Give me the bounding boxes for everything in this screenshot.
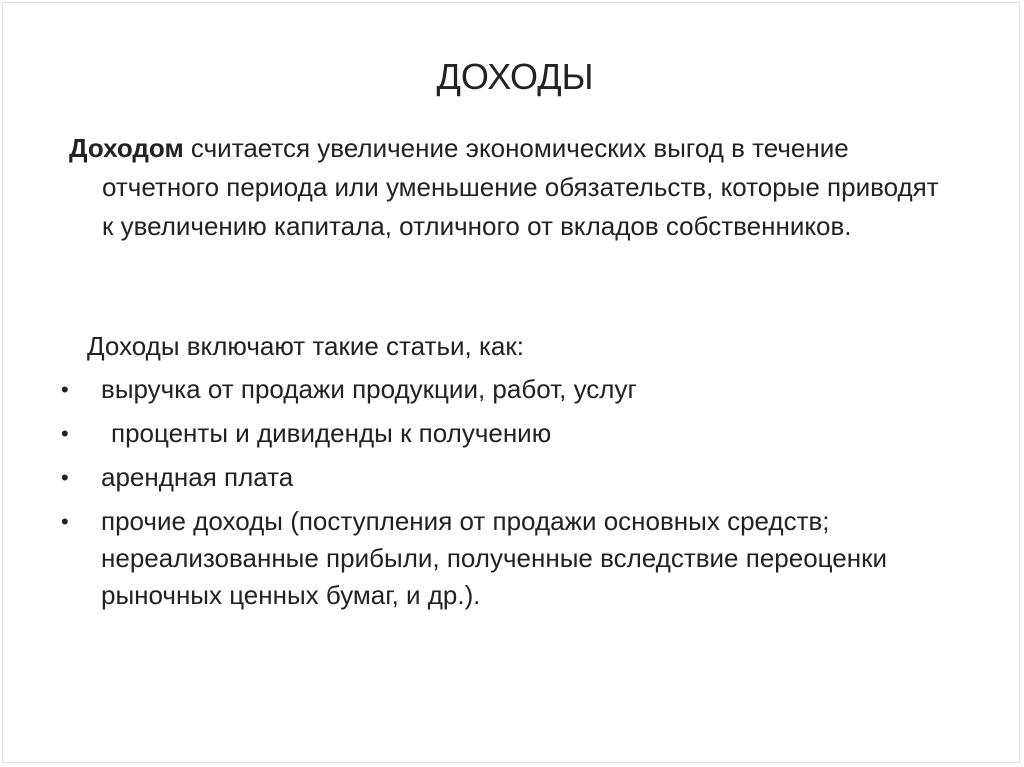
definition-body: считается увеличение экономических выгод в течение отчетного периода или уменьшение обязательств, которые приводят к увеличению капитала, отличного от вкладов собственников.	[102, 133, 939, 241]
list-item	[59, 459, 959, 496]
list-item-text: прочие доходы (поступления от продажи основных средств; нереализованные прибыли, полученные вследствие переоценки рыночных ценных бумаг, и др.).	[101, 506, 887, 610]
bullet-icon: •	[61, 421, 69, 446]
bullet-icon: •	[61, 465, 69, 490]
definition-text	[69, 129, 949, 246]
bullet-icon: •	[61, 509, 69, 534]
list-item	[59, 415, 959, 452]
definition-paragraph	[69, 129, 949, 246]
definition-term: Доходом	[69, 133, 184, 163]
list-item-text: проценты и дивиденды к получению	[111, 418, 552, 448]
slide	[2, 2, 1020, 763]
items-intro: Доходы включают такие статьи, как:	[87, 331, 524, 361]
slide-title: ДОХОДЫ	[436, 56, 594, 97]
list-item-text: арендная плата	[101, 462, 294, 492]
income-items-list	[59, 371, 959, 621]
bullet-icon: •	[61, 377, 69, 402]
list-item	[59, 503, 959, 614]
list-item	[59, 371, 959, 408]
list-item-text: выручка от продажи продукции, работ, услуг	[101, 374, 637, 404]
